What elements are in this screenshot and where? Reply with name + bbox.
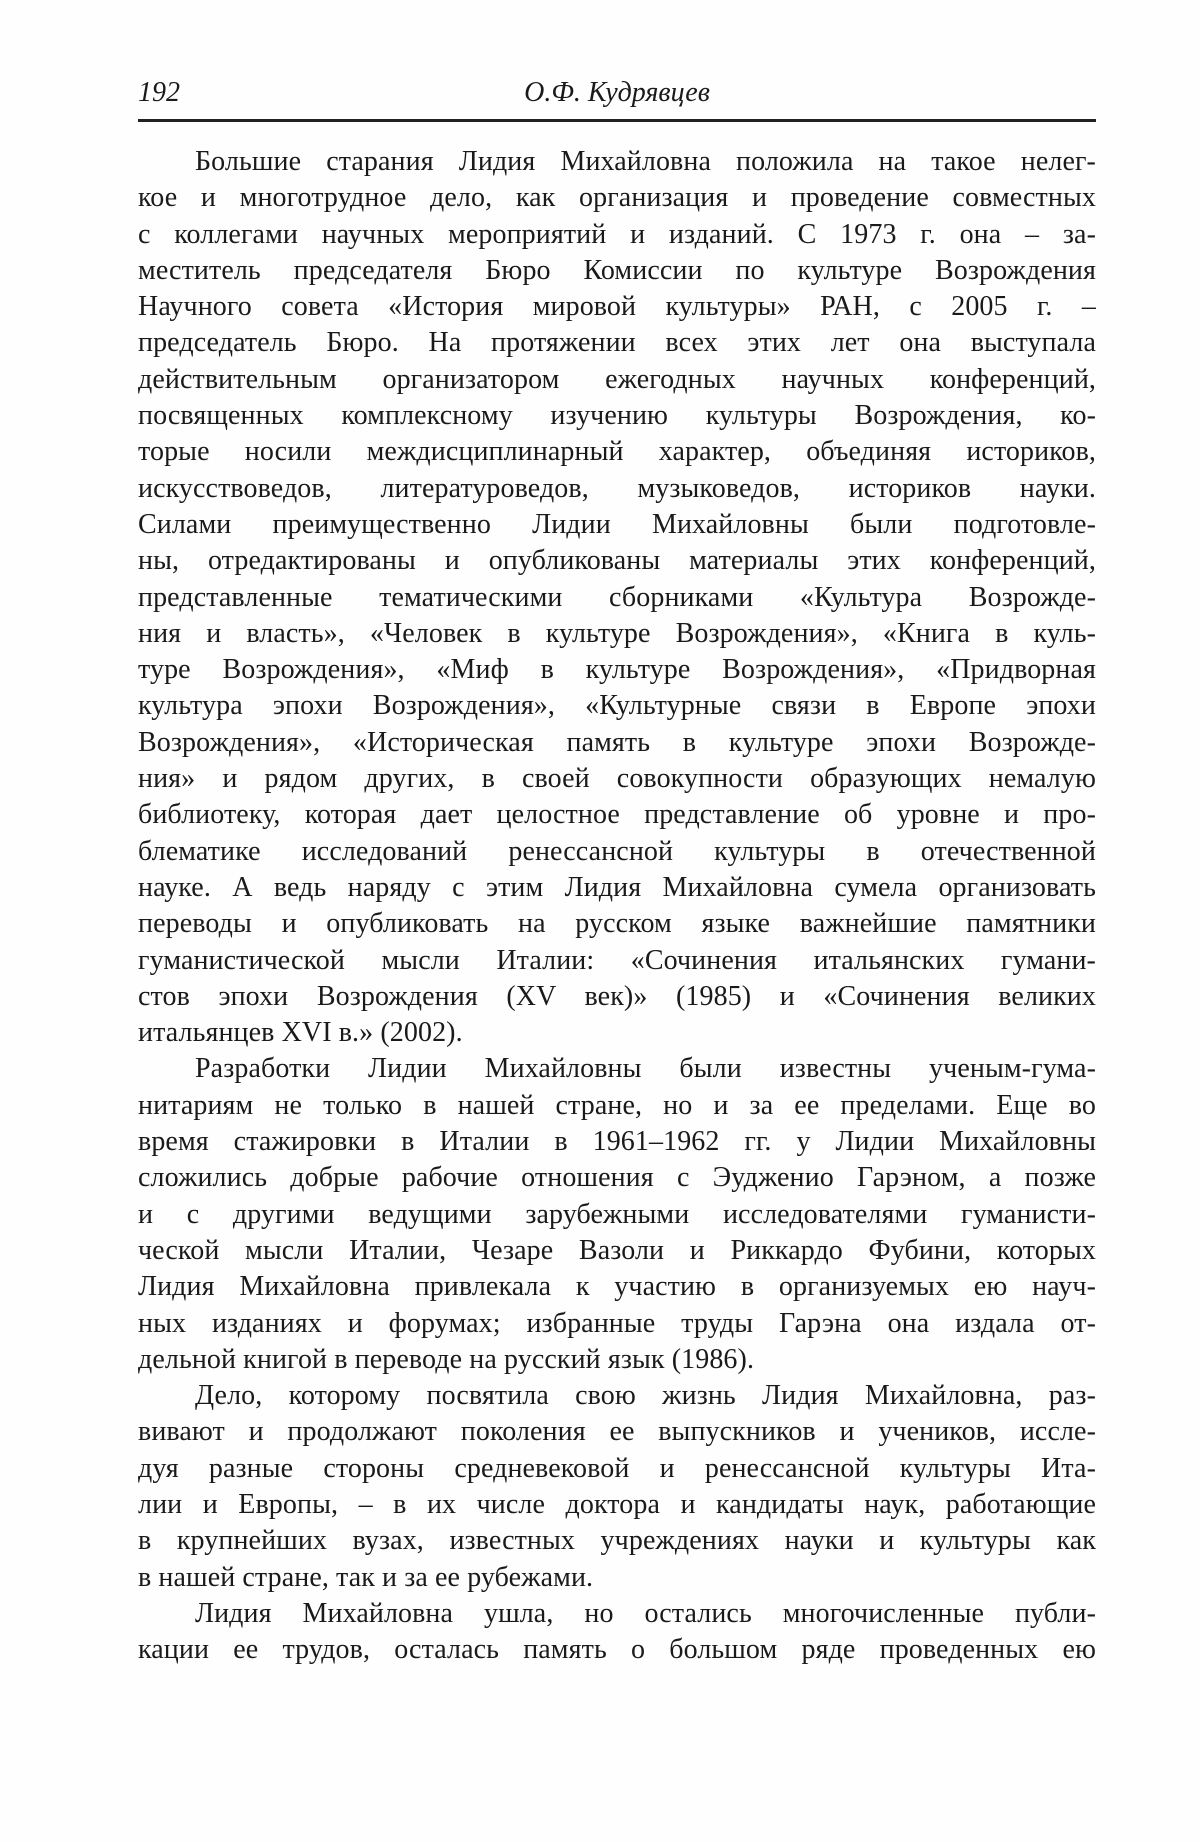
text-line: Разработки Лидии Михайловны были известны ученым-гума- xyxy=(195,1053,1096,1085)
text-line: председатель Бюро. На протяжении всех этих лет она выступала xyxy=(138,327,1096,359)
text-line: действительным организатором ежегодных научных конференций, xyxy=(138,363,1096,395)
text-line: итальянцев XVI в.» (2002). xyxy=(138,1017,463,1049)
text-line: торые носили междисциплинарный характер, объединяя историков, xyxy=(138,436,1096,468)
paragraph xyxy=(138,144,1096,1051)
page-number: 192 xyxy=(138,77,180,108)
text-line: и с другими ведущими зарубежными исследователями гуманисти- xyxy=(138,1198,1096,1230)
text-line: туре Возрождения», «Миф в культуре Возрождения», «Придворная xyxy=(138,654,1096,686)
text-line: представленные тематическими сборниками «Культура Возрожде- xyxy=(138,581,1096,613)
text-line: дельной книгой в переводе на русский язык (1986). xyxy=(138,1343,755,1375)
text-line: меститель председателя Бюро Комиссии по культуре Возрождения xyxy=(138,254,1096,286)
text-line: Лидия Михайловна привлекала к участию в организуемых ею науч- xyxy=(138,1271,1096,1303)
text-line: лии и Европы, – в их числе доктора и кандидаты наук, работающие xyxy=(138,1488,1096,1520)
text-line: Научного совета «История мировой культуры» РАН, с 2005 г. – xyxy=(138,291,1096,323)
text-line: с коллегами научных мероприятий и изданий. С 1973 г. она – за- xyxy=(138,218,1096,250)
text-line: в нашей стране, так и за ее рубежами. xyxy=(138,1561,594,1593)
header-rule xyxy=(138,119,1096,122)
text-line: ния и власть», «Человек в культуре Возрождения», «Книга в куль- xyxy=(138,617,1096,649)
paragraph xyxy=(138,1596,1096,1669)
paragraph xyxy=(138,1051,1096,1378)
body-text xyxy=(138,144,1096,1668)
running-header xyxy=(138,76,1096,114)
text-line: дуя разные стороны средневековой и ренессансной культуры Ита- xyxy=(138,1452,1096,1484)
text-line: ческой мысли Италии, Чезаре Вазоли и Риккардо Фубини, которых xyxy=(138,1234,1096,1266)
text-line: вивают и продолжают поколения ее выпускников и учеников, иссле- xyxy=(138,1416,1096,1448)
paragraph xyxy=(138,1378,1096,1596)
text-line: время стажировки в Италии в 1961–1962 гг. у Лидии Михайловны xyxy=(138,1126,1096,1158)
text-line: Дело, которому посвятила свою жизнь Лидия Михайловна, раз- xyxy=(195,1380,1096,1412)
text-line: нитариям не только в нашей стране, но и за ее пределами. Еще во xyxy=(138,1089,1096,1121)
text-line: ных изданиях и форумах; избранные труды Гарэна она издала от- xyxy=(138,1307,1096,1339)
text-line: в крупнейших вузах, известных учреждениях науки и культуры как xyxy=(138,1525,1096,1557)
text-line: посвященных комплексному изучению культуры Возрождения, ко- xyxy=(138,400,1096,432)
text-line: Лидия Михайловна ушла, но остались многочисленные публи- xyxy=(195,1597,1096,1629)
text-line: науке. А ведь наряду с этим Лидия Михайловна сумела организовать xyxy=(138,871,1096,903)
text-line: Возрождения», «Историческая память в культуре эпохи Возрожде- xyxy=(138,726,1096,758)
text-line: кации ее трудов, осталась память о большом ряде проведенных ею xyxy=(138,1634,1096,1666)
text-line: гуманистической мысли Италии: «Сочинения итальянских гумани- xyxy=(138,944,1096,976)
text-line: ния» и рядом других, в своей совокупности образующих немалую xyxy=(138,763,1096,795)
text-line: библиотеку, которая дает целостное представление об уровне и про- xyxy=(138,799,1096,831)
running-header-author: О.Ф. Кудрявцев xyxy=(524,77,710,108)
text-line: культура эпохи Возрождения», «Культурные связи в Европе эпохи xyxy=(138,690,1096,722)
text-line: искусствоведов, литературоведов, музыковедов, историков науки. xyxy=(138,472,1096,504)
text-line: Силами преимущественно Лидии Михайловны были подготовле- xyxy=(138,508,1096,540)
text-line: сложились добрые рабочие отношения с Эудженио Гарэном, а позже xyxy=(138,1162,1096,1194)
text-line: блематике исследований ренессансной культуры в отечественной xyxy=(138,835,1096,867)
text-line: переводы и опубликовать на русском языке важнейшие памятники xyxy=(138,908,1096,940)
text-line: ны, отредактированы и опубликованы материалы этих конференций, xyxy=(138,545,1096,577)
text-line: стов эпохи Возрождения (XV век)» (1985) и «Сочинения великих xyxy=(138,980,1096,1012)
text-line: Большие старания Лидия Михайловна положила на такое нелег- xyxy=(195,146,1096,177)
text-line: кое и многотрудное дело, как организация и проведение совместных xyxy=(138,182,1096,214)
